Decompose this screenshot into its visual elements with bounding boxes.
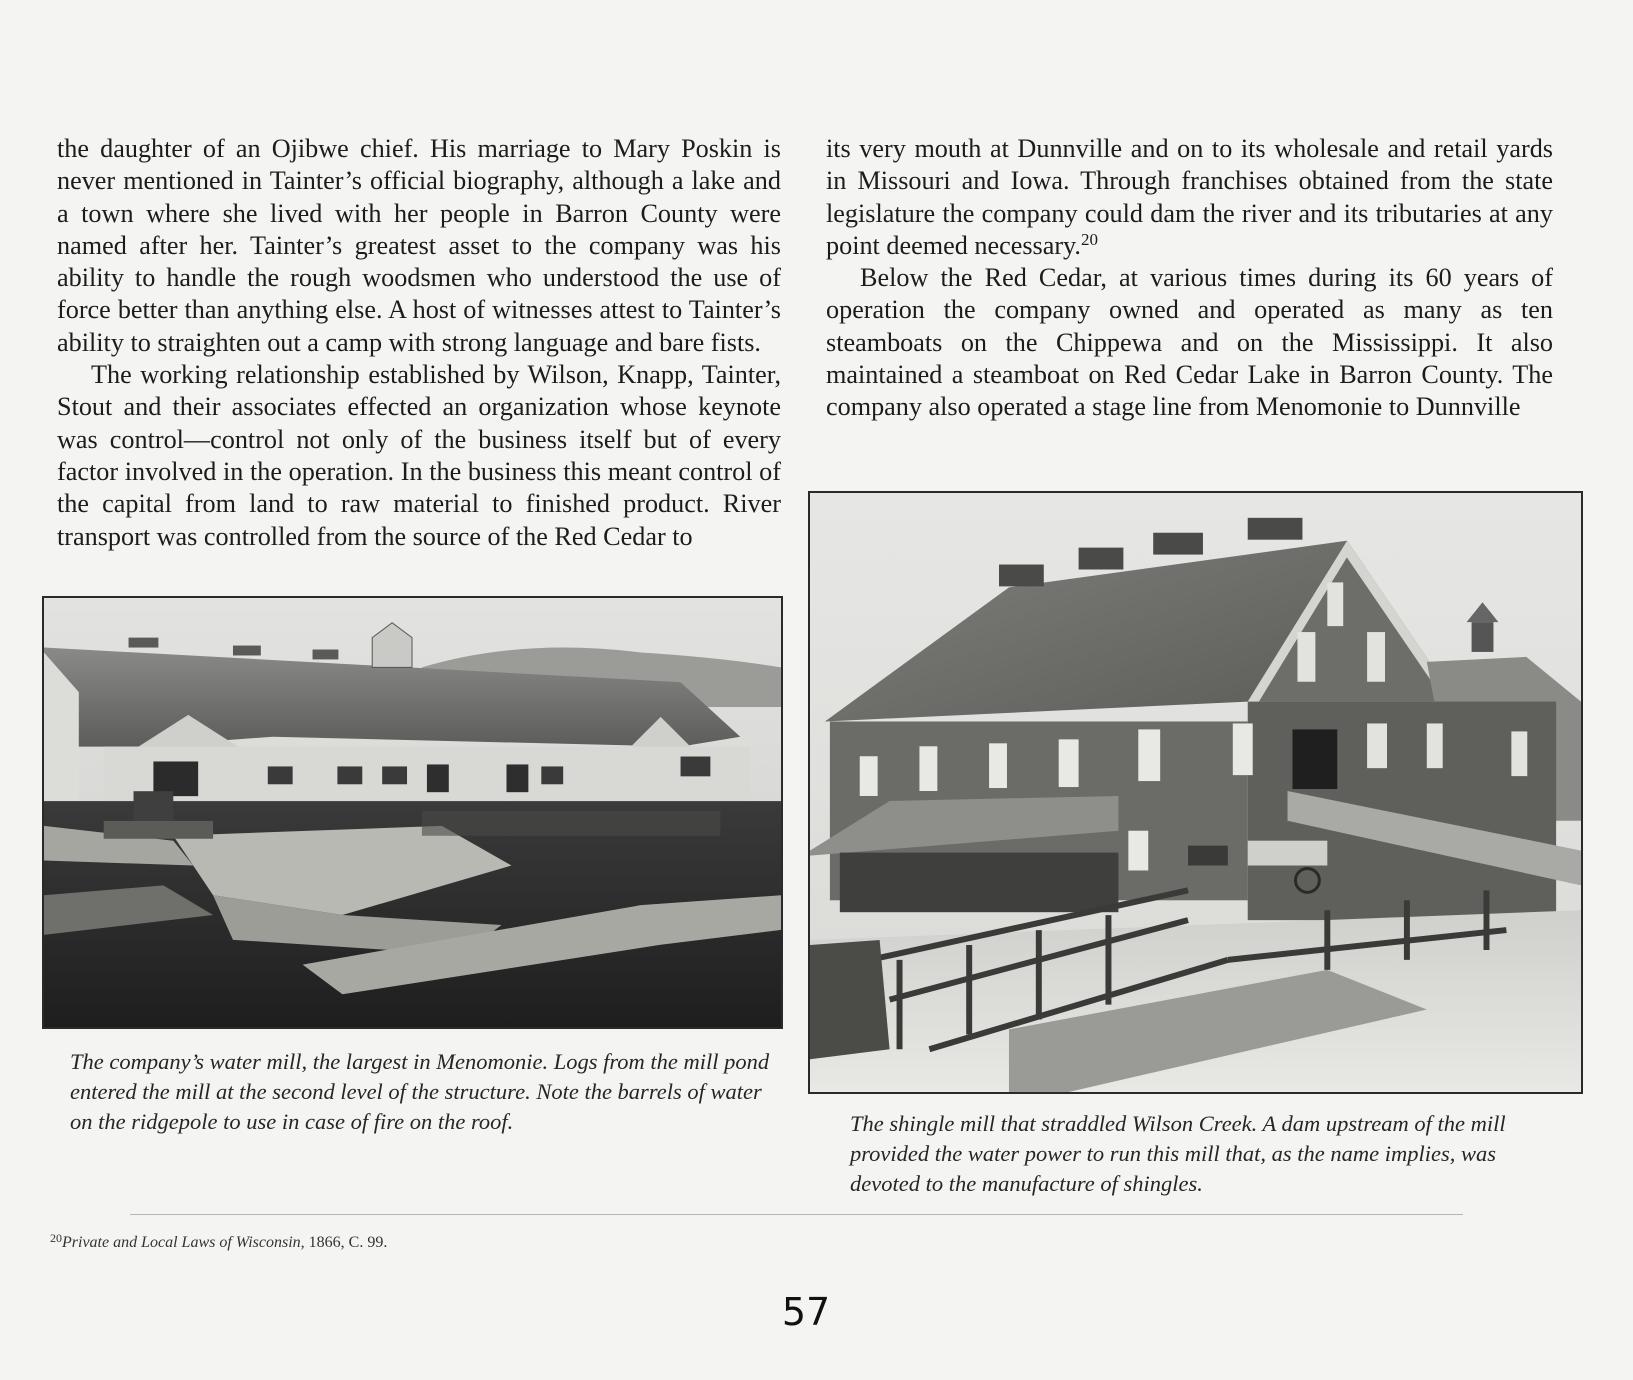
left-paragraph-2: The working relationship established by Wilson, Knapp, Tainter, Stout and their associates effected an organization whose keynote was control—control not only of the business itself but of every factor involved in the operation. In the business this meant control of the capital from land to raw material to finished product. River transport was controlled from the source of the Red Cedar to [57, 360, 781, 551]
right-text-column [826, 133, 1553, 424]
page-number: 57 [781, 1290, 831, 1334]
shingle-mill-photo [808, 491, 1583, 1094]
right-paragraph-2: Below the Red Cedar, at various times during its 60 years of operation the company owned and operated as many as ten steamboats on the Chippewa and on the Mississippi. It also maintained a steamboat on Red Cedar Lake in Barron County. The company also operated a stage line from Menomonie to Dunnville [826, 263, 1553, 422]
right-paragraph-1-text: its very mouth at Dunnville and on to its wholesale and retail yards in Missouri and Iowa. Through franchises obtained from the state legislature the company could dam the river and its tributaries at any point deemed necessary. [826, 134, 1553, 260]
left-text-column [57, 133, 781, 553]
footnote-divider [130, 1214, 1463, 1215]
footnote-number: 20 [50, 1231, 62, 1245]
footnote-title: Private and Local Laws of Wisconsin, [62, 1234, 305, 1251]
water-mill-photo [42, 596, 783, 1029]
shingle-mill-caption: The shingle mill that straddled Wilson Creek. A dam upstream of the mill provided the water power to run this mill that, as the name implies, was devoted to the manufacture of shingles. [850, 1111, 1506, 1196]
footnote-details: 1866, C. 99. [304, 1234, 388, 1251]
footnote-reference: 20 [1080, 229, 1098, 249]
water-mill-caption: The company’s water mill, the largest in Menomonie. Logs from the mill pond entered the mill at the second level of the structure. Note the barrels of water on the ridgepole to use in case of fire on the roof. [70, 1049, 770, 1134]
left-paragraph-1: the daughter of an Ojibwe chief. His marriage to Mary Poskin is never mentioned in Tainter’s official biography, although a lake and a town where she lived with her people in Barron County were named after her. Tainter’s greatest asset to the company was his ability to handle the rough woodsmen who understood the use of force better than anything else. A host of witnesses attest to Tainter’s ability to straighten out a camp with strong language and bare fists. [57, 134, 781, 357]
right-paragraph-1 [826, 133, 1553, 262]
footnote [50, 1228, 387, 1253]
